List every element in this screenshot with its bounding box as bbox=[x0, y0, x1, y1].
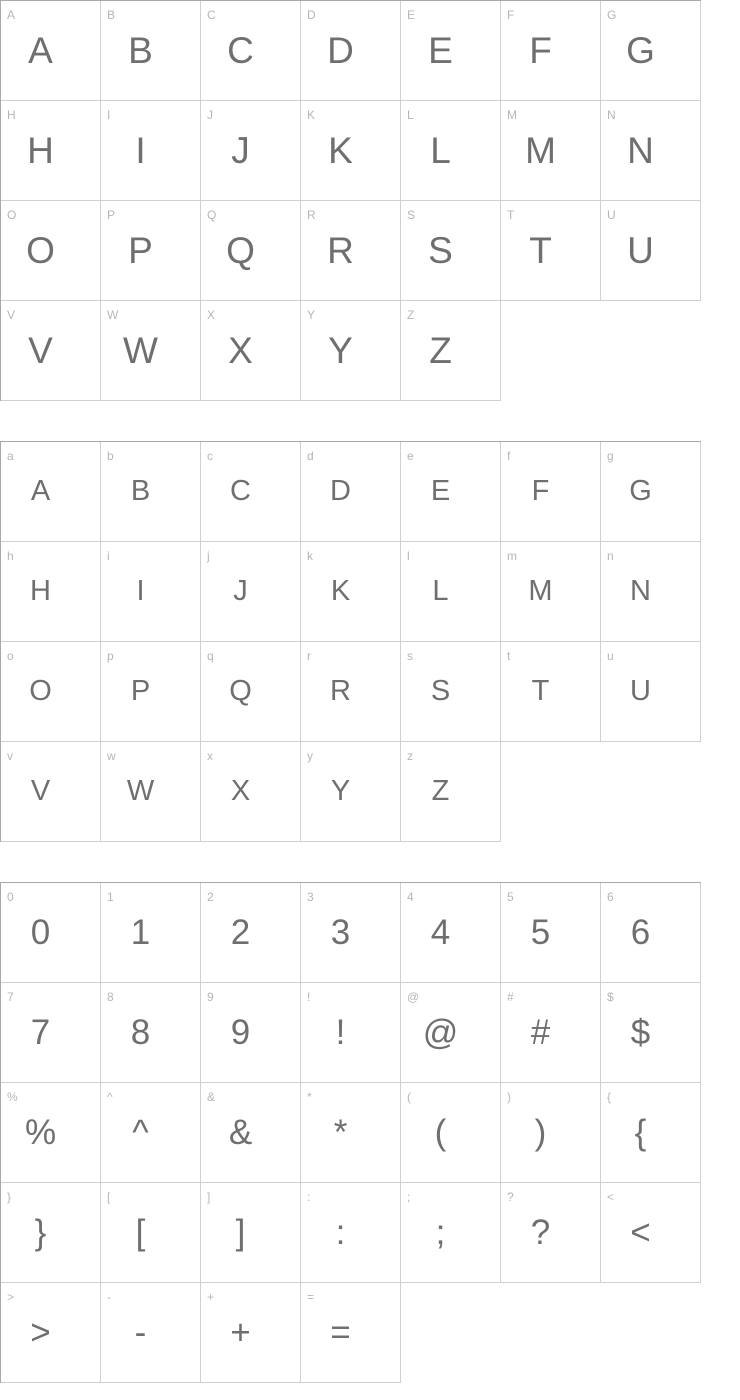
glyph: X bbox=[230, 775, 251, 807]
glyph: Z bbox=[431, 775, 450, 807]
glyph-cell bbox=[501, 201, 601, 301]
glyph-cell bbox=[101, 542, 201, 642]
glyph-cell bbox=[201, 742, 301, 842]
glyph-cell bbox=[101, 1283, 201, 1383]
glyph: L bbox=[430, 130, 451, 171]
glyph: I bbox=[136, 575, 145, 607]
glyph-label: 4 bbox=[407, 890, 414, 904]
glyph-cell bbox=[101, 442, 201, 542]
glyph-cell bbox=[601, 642, 701, 742]
glyph-cell bbox=[501, 1083, 601, 1183]
glyph-label: R bbox=[307, 208, 316, 222]
glyph-cell bbox=[501, 1183, 601, 1283]
glyph-label: 0 bbox=[7, 890, 14, 904]
glyph-cell bbox=[1, 983, 101, 1083]
glyph-cell bbox=[401, 1083, 501, 1183]
glyph: A bbox=[30, 475, 51, 507]
glyph-cell bbox=[401, 642, 501, 742]
glyph-cell bbox=[301, 301, 401, 401]
glyph-label: - bbox=[107, 1290, 111, 1304]
glyph-label: @ bbox=[407, 990, 420, 1004]
glyph-label: w bbox=[107, 749, 116, 763]
glyph-cell bbox=[201, 442, 301, 542]
glyph-cell bbox=[601, 1, 701, 101]
glyph: 0 bbox=[30, 913, 51, 952]
glyph-cell bbox=[101, 1083, 201, 1183]
glyph-cell bbox=[101, 642, 201, 742]
glyph-cell bbox=[601, 101, 701, 201]
glyph-cell bbox=[1, 542, 101, 642]
glyph-label: k bbox=[307, 549, 313, 563]
glyph-label: m bbox=[507, 549, 517, 563]
glyph: F bbox=[529, 30, 552, 71]
glyph-label: h bbox=[7, 549, 14, 563]
glyph-label: 2 bbox=[207, 890, 214, 904]
glyph: M bbox=[528, 575, 553, 607]
glyph: A bbox=[28, 30, 53, 71]
glyph-cell bbox=[601, 983, 701, 1083]
glyph-cell bbox=[301, 101, 401, 201]
glyph-label: y bbox=[307, 749, 313, 763]
glyph: H bbox=[27, 130, 54, 171]
glyph-cell bbox=[201, 201, 301, 301]
glyph-cell bbox=[601, 1183, 701, 1283]
glyph: 7 bbox=[30, 1013, 51, 1052]
glyph-cell bbox=[301, 442, 401, 542]
glyph-label: ] bbox=[207, 1190, 211, 1204]
glyph-label: 8 bbox=[107, 990, 114, 1004]
glyph-cell bbox=[201, 983, 301, 1083]
glyph-cell bbox=[201, 1, 301, 101]
glyph-cell bbox=[401, 101, 501, 201]
glyph: : bbox=[335, 1213, 346, 1252]
glyph-label: j bbox=[207, 549, 210, 563]
glyph-cell bbox=[1, 1, 101, 101]
glyph-cell bbox=[401, 542, 501, 642]
glyph: } bbox=[34, 1213, 47, 1252]
glyph-label: 3 bbox=[307, 890, 314, 904]
glyph-cell bbox=[1, 1283, 101, 1383]
glyph: W bbox=[123, 330, 158, 371]
glyph-label: 1 bbox=[107, 890, 114, 904]
glyph-label: p bbox=[107, 649, 114, 663]
glyph-cell bbox=[401, 1183, 501, 1283]
glyph-cell bbox=[301, 1083, 401, 1183]
glyph-label: u bbox=[607, 649, 614, 663]
glyph-label: q bbox=[207, 649, 214, 663]
glyph: @ bbox=[422, 1013, 459, 1052]
glyph-label: # bbox=[507, 990, 514, 1004]
glyph-label: W bbox=[107, 308, 119, 322]
glyph: Q bbox=[229, 675, 252, 707]
glyph: Y bbox=[328, 330, 353, 371]
glyph-cell bbox=[1, 101, 101, 201]
glyph: N bbox=[627, 130, 654, 171]
glyph-cell bbox=[201, 1183, 301, 1283]
glyph-cell bbox=[1, 883, 101, 983]
glyph-label: & bbox=[207, 1090, 216, 1104]
glyph: ) bbox=[534, 1113, 547, 1152]
glyph-cell bbox=[201, 301, 301, 401]
glyph-label: } bbox=[7, 1190, 12, 1204]
glyph: G bbox=[626, 30, 655, 71]
glyph: R bbox=[330, 675, 351, 707]
glyph: J bbox=[233, 575, 248, 607]
glyph-label: L bbox=[407, 108, 414, 122]
glyph: R bbox=[327, 230, 354, 271]
glyph-label: [ bbox=[107, 1190, 111, 1204]
glyph-label: b bbox=[107, 449, 114, 463]
glyph-label: { bbox=[607, 1090, 612, 1104]
glyph: # bbox=[530, 1013, 551, 1052]
glyph-label: V bbox=[7, 308, 16, 322]
glyph-label: Z bbox=[407, 308, 415, 322]
glyph-cell bbox=[101, 1183, 201, 1283]
glyph: B bbox=[130, 475, 151, 507]
glyph: * bbox=[333, 1113, 348, 1152]
glyph-label: ( bbox=[407, 1090, 411, 1104]
glyph-label: g bbox=[607, 449, 614, 463]
glyph-label: P bbox=[107, 208, 116, 222]
glyph-cell bbox=[201, 1283, 301, 1383]
glyph: P bbox=[128, 230, 153, 271]
glyph: O bbox=[26, 230, 55, 271]
glyph-label: = bbox=[307, 1290, 315, 1304]
glyph-cell bbox=[301, 883, 401, 983]
glyph: Y bbox=[330, 775, 351, 807]
glyph: I bbox=[135, 130, 146, 171]
glyph-label: ) bbox=[507, 1090, 511, 1104]
glyph-cell bbox=[301, 201, 401, 301]
glyph-label: 6 bbox=[607, 890, 614, 904]
glyph: T bbox=[529, 230, 552, 271]
glyph: { bbox=[634, 1113, 647, 1152]
glyph-cell bbox=[501, 101, 601, 201]
glyph-label: Q bbox=[207, 208, 217, 222]
glyph-cell bbox=[201, 101, 301, 201]
glyph-label: ! bbox=[307, 990, 311, 1004]
glyph-label: r bbox=[307, 649, 311, 663]
glyph-cell bbox=[401, 201, 501, 301]
glyph-label: 9 bbox=[207, 990, 214, 1004]
glyph: 9 bbox=[230, 1013, 251, 1052]
glyph-cell bbox=[301, 1183, 401, 1283]
glyph-cell bbox=[1, 1083, 101, 1183]
glyph-cell bbox=[301, 742, 401, 842]
glyph: D bbox=[327, 30, 354, 71]
glyph: C bbox=[227, 30, 254, 71]
glyph-label: + bbox=[207, 1290, 215, 1304]
glyph: V bbox=[28, 330, 53, 371]
glyph-cell bbox=[101, 101, 201, 201]
glyph: V bbox=[30, 775, 51, 807]
glyph-label: O bbox=[7, 208, 17, 222]
glyph-label: 7 bbox=[7, 990, 14, 1004]
glyph-cell bbox=[501, 1, 601, 101]
glyph-cell bbox=[101, 983, 201, 1083]
glyph: > bbox=[30, 1313, 51, 1352]
glyph-label: M bbox=[507, 108, 517, 122]
glyph: C bbox=[230, 475, 251, 507]
glyph-label: e bbox=[407, 449, 414, 463]
glyph-label: v bbox=[7, 749, 13, 763]
glyph: H bbox=[30, 575, 51, 607]
glyph: 8 bbox=[130, 1013, 151, 1052]
glyph-label: T bbox=[507, 208, 515, 222]
glyph-label: N bbox=[607, 108, 616, 122]
glyph: [ bbox=[135, 1213, 146, 1252]
glyph: X bbox=[228, 330, 253, 371]
glyph-cell bbox=[201, 542, 301, 642]
glyph-label: : bbox=[307, 1190, 311, 1204]
glyph-label: J bbox=[207, 108, 213, 122]
glyph: K bbox=[330, 575, 351, 607]
glyph-label: f bbox=[507, 449, 511, 463]
glyph-cell bbox=[1, 1183, 101, 1283]
glyph-cell bbox=[1, 742, 101, 842]
glyph-label: d bbox=[307, 449, 314, 463]
glyph-label: l bbox=[407, 549, 410, 563]
glyph-label: G bbox=[607, 8, 617, 22]
glyph-cell bbox=[501, 883, 601, 983]
numerals-symbols-glyph-grid bbox=[0, 882, 701, 1383]
glyph: Z bbox=[429, 330, 452, 371]
glyph-label: z bbox=[407, 749, 413, 763]
glyph: S bbox=[428, 230, 453, 271]
glyph-label: U bbox=[607, 208, 616, 222]
glyph-label: n bbox=[607, 549, 614, 563]
glyph: M bbox=[525, 130, 556, 171]
glyph-cell bbox=[501, 983, 601, 1083]
glyph-cell bbox=[1, 642, 101, 742]
glyph-cell bbox=[301, 1283, 401, 1383]
glyph-label: o bbox=[7, 649, 14, 663]
glyph: U bbox=[627, 230, 654, 271]
glyph-cell bbox=[1, 301, 101, 401]
glyph-cell bbox=[401, 442, 501, 542]
glyph: < bbox=[630, 1213, 651, 1252]
glyph-label: E bbox=[407, 8, 416, 22]
glyph-label: B bbox=[107, 8, 116, 22]
glyph: ; bbox=[435, 1213, 446, 1252]
glyph-label: s bbox=[407, 649, 413, 663]
glyph: O bbox=[29, 675, 52, 707]
glyph-cell bbox=[1, 442, 101, 542]
glyph-label: K bbox=[307, 108, 316, 122]
glyph-label: c bbox=[207, 449, 213, 463]
glyph: N bbox=[630, 575, 651, 607]
glyph: 1 bbox=[130, 913, 151, 952]
glyph-cell bbox=[501, 442, 601, 542]
glyph-label: t bbox=[507, 649, 511, 663]
glyph-label: ^ bbox=[107, 1090, 113, 1104]
glyph-label: a bbox=[7, 449, 14, 463]
glyph: E bbox=[430, 475, 451, 507]
glyph-cell bbox=[201, 642, 301, 742]
glyph-cell bbox=[601, 542, 701, 642]
glyph: 5 bbox=[530, 913, 551, 952]
glyph: F bbox=[531, 475, 550, 507]
glyph-cell bbox=[101, 742, 201, 842]
glyph: G bbox=[629, 475, 652, 507]
glyph-cell bbox=[501, 542, 601, 642]
glyph-label: H bbox=[7, 108, 16, 122]
glyph-cell bbox=[401, 983, 501, 1083]
glyph: % bbox=[24, 1113, 57, 1152]
glyph: U bbox=[630, 675, 651, 707]
glyph-cell bbox=[601, 883, 701, 983]
glyph-cell bbox=[301, 642, 401, 742]
glyph: ? bbox=[530, 1213, 551, 1252]
uppercase-glyph-grid bbox=[0, 0, 701, 401]
glyph-label: I bbox=[107, 108, 111, 122]
glyph-label: S bbox=[407, 208, 416, 222]
glyph: $ bbox=[630, 1013, 651, 1052]
glyph-cell bbox=[601, 442, 701, 542]
glyph-label: A bbox=[7, 8, 16, 22]
glyph-cell bbox=[101, 1, 201, 101]
glyph-label: ; bbox=[407, 1190, 411, 1204]
glyph-label: D bbox=[307, 8, 316, 22]
lowercase-smallcaps-glyph-grid bbox=[0, 441, 701, 842]
glyph-label: > bbox=[7, 1290, 15, 1304]
glyph-cell bbox=[101, 883, 201, 983]
glyph: ] bbox=[235, 1213, 246, 1252]
glyph: P bbox=[130, 675, 151, 707]
glyph-cell bbox=[101, 301, 201, 401]
glyph-cell bbox=[301, 983, 401, 1083]
glyph-cell bbox=[601, 1083, 701, 1183]
glyph: E bbox=[428, 30, 453, 71]
glyph-cell bbox=[601, 201, 701, 301]
glyph: + bbox=[230, 1313, 251, 1352]
glyph-cell bbox=[401, 883, 501, 983]
glyph-cell bbox=[201, 1083, 301, 1183]
glyph-label: i bbox=[107, 549, 110, 563]
glyph-label: X bbox=[207, 308, 216, 322]
glyph-label: C bbox=[207, 8, 216, 22]
glyph-label: $ bbox=[607, 990, 614, 1004]
glyph: 3 bbox=[330, 913, 351, 952]
glyph: ^ bbox=[132, 1113, 149, 1152]
glyph: T bbox=[531, 675, 550, 707]
glyph: ( bbox=[434, 1113, 447, 1152]
glyph: - bbox=[134, 1313, 147, 1352]
glyph: Q bbox=[226, 230, 255, 271]
glyph-cell bbox=[401, 301, 501, 401]
glyph-cell bbox=[301, 542, 401, 642]
glyph-cell bbox=[201, 883, 301, 983]
glyph: ! bbox=[335, 1013, 346, 1052]
glyph-cell bbox=[1, 201, 101, 301]
glyph-cell bbox=[401, 1, 501, 101]
glyph: L bbox=[432, 575, 449, 607]
glyph: K bbox=[328, 130, 353, 171]
glyph-label: Y bbox=[307, 308, 316, 322]
glyph-label: 5 bbox=[507, 890, 514, 904]
glyph: W bbox=[126, 775, 155, 807]
glyph: S bbox=[430, 675, 451, 707]
glyph-cell bbox=[301, 1, 401, 101]
glyph-label: F bbox=[507, 8, 515, 22]
glyph: 6 bbox=[630, 913, 651, 952]
glyph: B bbox=[128, 30, 153, 71]
glyph: & bbox=[228, 1113, 253, 1152]
glyph-label: < bbox=[607, 1190, 615, 1204]
glyph-label: ? bbox=[507, 1190, 514, 1204]
glyph-label: % bbox=[7, 1090, 18, 1104]
glyph: J bbox=[231, 130, 250, 171]
glyph: 2 bbox=[230, 913, 251, 952]
glyph-label: * bbox=[307, 1090, 312, 1104]
glyph: 4 bbox=[430, 913, 451, 952]
glyph-label: x bbox=[207, 749, 213, 763]
glyph-cell bbox=[101, 201, 201, 301]
glyph: D bbox=[330, 475, 351, 507]
glyph-cell bbox=[501, 642, 601, 742]
glyph: = bbox=[330, 1313, 351, 1352]
glyph-cell bbox=[401, 742, 501, 842]
